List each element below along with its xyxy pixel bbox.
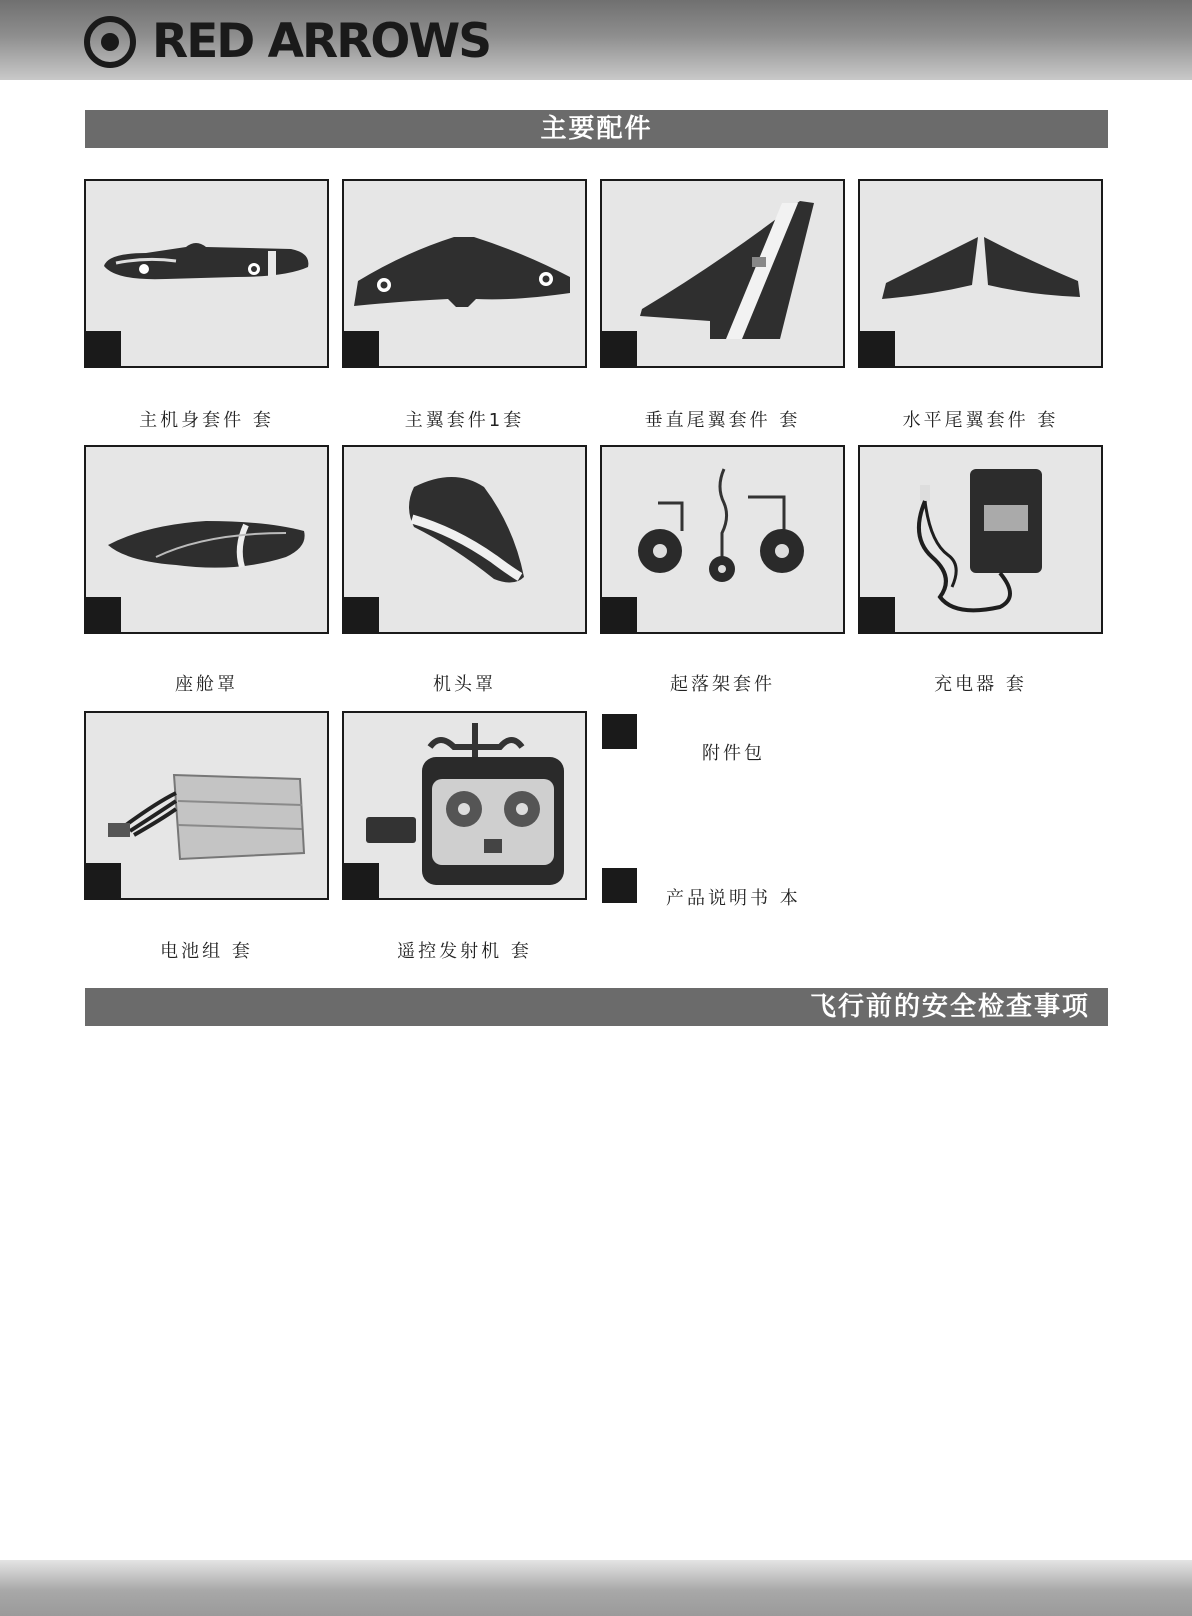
part-caption: 起落架套件 <box>670 674 775 695</box>
accessory-label: 产品说明书 本 <box>666 888 801 909</box>
part-card-vertical-tail <box>600 179 845 368</box>
part-card-fuselage <box>84 179 329 368</box>
accessory-label: 附件包 <box>702 743 765 764</box>
section-title-accessories: 主要配件 <box>85 110 1108 148</box>
part-card-transmitter <box>342 711 587 900</box>
header-bar <box>0 0 1192 80</box>
brand-wordmark: RED ARROWS <box>152 14 491 69</box>
part-number-badge <box>86 331 121 366</box>
part-card-charger <box>858 445 1103 634</box>
charger-photo-icon <box>860 447 1101 632</box>
fuselage-photo-icon <box>86 181 327 366</box>
part-caption: 垂直尾翼套件 套 <box>644 410 801 431</box>
part-number-badge <box>602 597 637 632</box>
section-title-safety-check: 飞行前的安全检查事项 <box>85 988 1108 1026</box>
part-caption: 遥控发射机 套 <box>397 941 532 962</box>
nose-cone-photo-icon <box>344 447 585 632</box>
part-caption: 水平尾翼套件 套 <box>902 410 1059 431</box>
part-number-badge <box>344 863 379 898</box>
part-number-badge <box>602 331 637 366</box>
part-caption: 机头罩 <box>433 674 496 695</box>
accessory-number-badge <box>602 868 637 903</box>
transmitter-photo-icon <box>344 713 585 898</box>
part-card-main-wing <box>342 179 587 368</box>
horizontal-tail-photo-icon <box>860 181 1101 366</box>
part-number-badge <box>86 863 121 898</box>
part-number-badge <box>344 597 379 632</box>
vertical-tail-photo-icon <box>602 181 843 366</box>
part-caption: 座舱罩 <box>175 674 238 695</box>
part-card-battery-pack <box>84 711 329 900</box>
part-caption: 主翼套件1套 <box>404 410 525 431</box>
part-number-badge <box>344 331 379 366</box>
roundel-logo-icon <box>84 16 136 68</box>
part-number-badge <box>860 597 895 632</box>
part-card-cockpit-canopy <box>84 445 329 634</box>
part-caption: 电池组 套 <box>160 941 253 962</box>
part-number-badge <box>86 597 121 632</box>
part-number-badge <box>860 331 895 366</box>
part-card-nose-cone <box>342 445 587 634</box>
part-card-landing-gear <box>600 445 845 634</box>
footer-bar <box>0 1560 1192 1616</box>
part-caption: 充电器 套 <box>934 674 1027 695</box>
part-card-horizontal-tail <box>858 179 1103 368</box>
accessory-number-badge <box>602 714 637 749</box>
landing-gear-photo-icon <box>602 447 843 632</box>
part-caption: 主机身套件 套 <box>139 410 274 431</box>
main-wing-photo-icon <box>344 181 585 366</box>
battery-pack-photo-icon <box>86 713 327 898</box>
cockpit-canopy-photo-icon <box>86 447 327 632</box>
